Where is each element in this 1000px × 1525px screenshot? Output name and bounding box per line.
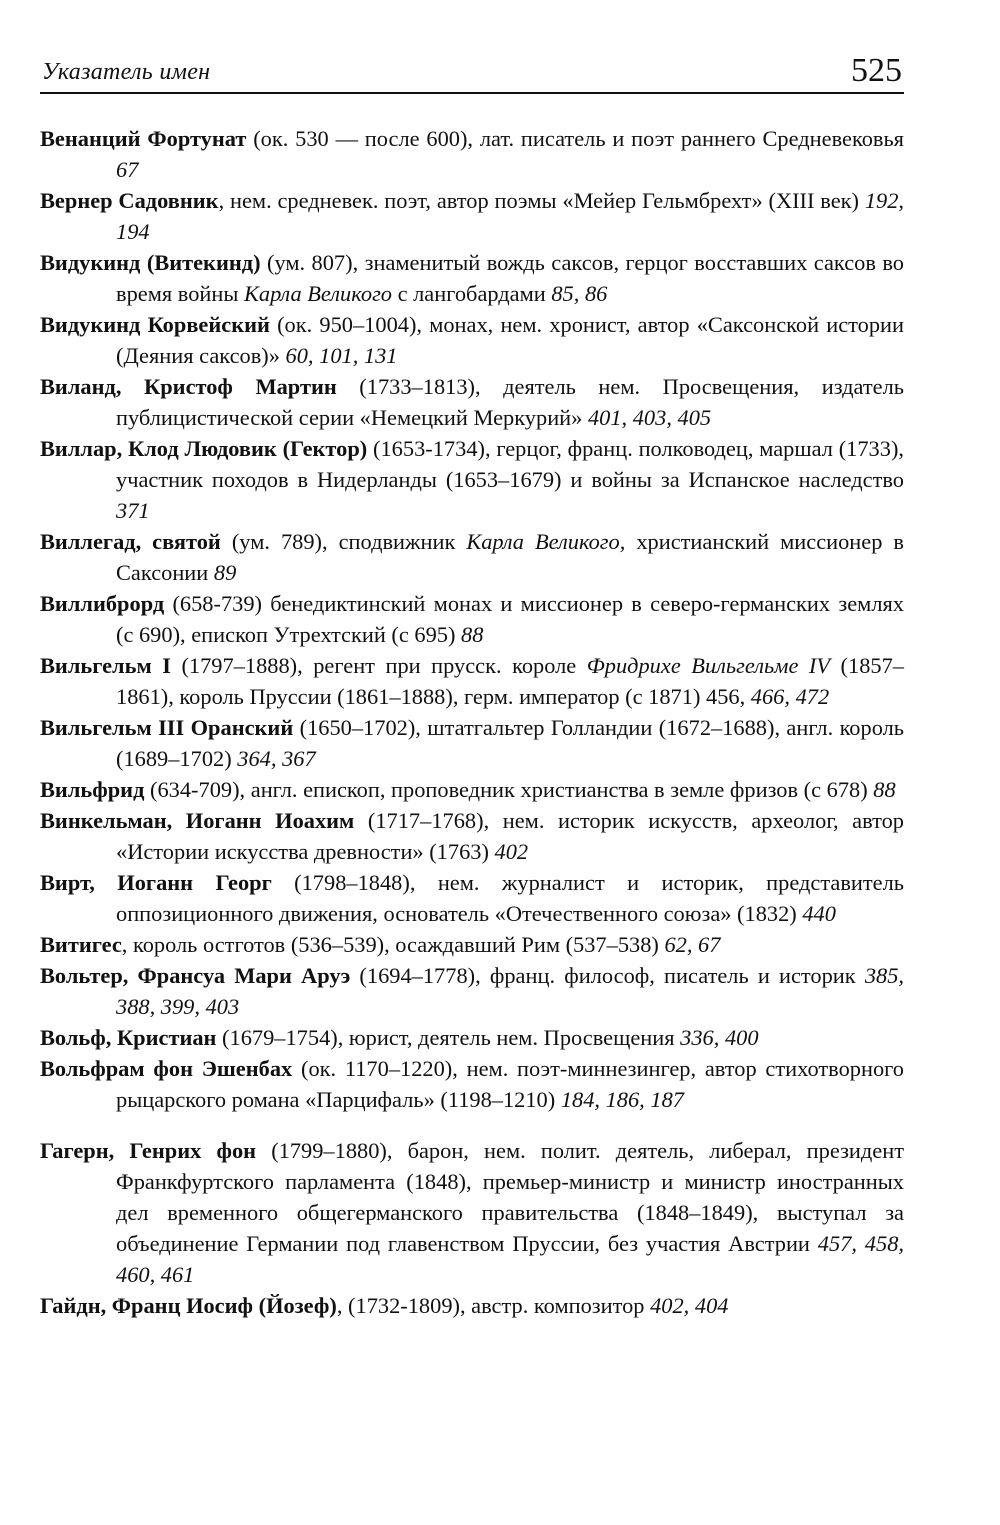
entry-name: Гагерн, Генрих фон: [40, 1138, 257, 1163]
entry-name: Гайдн, Франц Иосиф (Йозеф): [40, 1293, 337, 1318]
index-entry: [40, 1290, 904, 1321]
page-number: 525: [851, 52, 902, 89]
entry-pages: 89: [213, 560, 237, 585]
entry-text: , (1732-1809), австр. композитор: [336, 1293, 651, 1318]
entry-reference: Фридрихе Вильгельме IV: [586, 653, 831, 678]
entry-name: Видукинд (Витекинд): [40, 250, 261, 275]
running-head: [40, 40, 904, 94]
entry-text: (1694–1778), франц. философ, писатель и историк: [350, 963, 865, 988]
entry-name: Виллиброрд: [40, 591, 165, 616]
entry-pages: 88: [873, 777, 896, 802]
entry-text: (658-739) бенедиктинский монах и миссионер в северо-германских землях (с 690), епископ Утрехтский (с 695): [116, 591, 904, 647]
entry-text: христианский миссионер в Саксонии: [116, 529, 904, 585]
entry-text: (ок. 950–1004), монах, нем. хронист, автор «Саксонской истории (Деяния саксов)»: [116, 312, 904, 368]
index-entry: [40, 588, 904, 650]
index-entry: [40, 526, 904, 588]
index-entry: [40, 960, 904, 1022]
index-entry: [40, 247, 904, 309]
entry-text: (1733–1813), деятель нем. Просвещения, издатель публицистической серии «Немецкий Меркурий»: [116, 374, 904, 430]
entry-text: (ок. 1170–1220), нем. поэт-миннезингер, автор стихотворного рыцарского романа «Парцифаль» (1198–1210): [116, 1056, 904, 1112]
entry-name: Видукинд Корвейский: [40, 312, 270, 337]
index-entries: [40, 123, 904, 1321]
entry-text: (1799–1880), барон, нем. полит. деятель, либерал, президент Франкфуртского парламента (1848), премьер-министр и министр иностранных дел временного общегерманского правительства (1848–1849), выступал за объединение Германии под главенством Пруссии, без участия Австрии: [116, 1138, 904, 1256]
index-entry: [40, 1053, 904, 1115]
entry-name: Вольтер, Франсуа Мари Аруэ: [40, 963, 351, 988]
entry-pages: 67: [116, 157, 139, 182]
entry-text: (1857–1861), король Пруссии (1861–1888), герм. император (с 1871) 456,: [116, 653, 904, 709]
index-entry: [40, 433, 904, 526]
entry-pages: 457, 458, 460, 461: [116, 1231, 904, 1287]
entry-text: (1653-1734), герцог, франц. полководец, маршал (1733), участник походов в Нидерланды (1653–1679) и войны за Испанское наследство: [116, 436, 904, 492]
entry-name: Вольфрам фон Эшенбах: [40, 1056, 293, 1081]
entry-name: Вернер Садовник: [40, 188, 219, 213]
entry-text: (1679–1754), юрист, деятель нем. Просвещения: [216, 1025, 681, 1050]
entry-pages: 184, 186, 187: [560, 1087, 684, 1112]
index-entry: [40, 1135, 904, 1290]
section-title: Указатель имен: [42, 59, 211, 85]
index-entry: [40, 805, 904, 867]
entry-name: Вильфрид: [40, 777, 145, 802]
index-entry: [40, 867, 904, 929]
entry-text: , король остготов (536–539), осаждавший Рим (537–538): [121, 932, 665, 957]
index-entry: [40, 123, 904, 185]
index-entry: [40, 371, 904, 433]
index-entry: [40, 929, 904, 960]
entry-name: Вольф, Кристиан: [40, 1025, 217, 1050]
entry-text: (ум. 807), знаменитый вождь саксов, герцог восставших саксов во время войны: [116, 250, 905, 306]
index-entry: [40, 309, 904, 371]
entry-pages: 85, 86: [551, 281, 608, 306]
entry-text: (1717–1768), нем. историк искусств, археолог, автор «Истории искусства древности» (1763): [116, 808, 904, 864]
entry-pages: 62, 67: [664, 932, 721, 957]
entry-pages: 466, 472: [750, 684, 830, 709]
entry-text: (ок. 530 — после 600), лат. писатель и поэт раннего Средневековья: [246, 126, 904, 151]
entry-name: Виллар, Клод Людовик (Гектор): [40, 436, 368, 461]
entry-name: Вирт, Иоганн Георг: [40, 870, 272, 895]
entry-name: Винкельман, Иоганн Иоахим: [40, 808, 355, 833]
entry-pages: 401, 403, 405: [587, 405, 712, 430]
index-entry: [40, 650, 904, 712]
entry-name: Вильгельм III Оранский: [40, 715, 294, 740]
index-entry: [40, 774, 904, 805]
entry-name: Виллегад, святой: [40, 529, 221, 554]
index-entry: [40, 185, 904, 247]
entry-reference: Карла Великого,: [466, 529, 626, 554]
entry-pages: 371: [116, 498, 150, 523]
entry-text: (ум. 789), сподвижник: [220, 529, 467, 554]
index-entry: [40, 712, 904, 774]
entry-pages: 402, 404: [650, 1293, 729, 1318]
entry-text: (1650–1702), штатгальтер Голландии (1672–1688), англ. король (1689–1702): [116, 715, 904, 771]
entry-reference: Карла Великого: [244, 281, 392, 306]
entry-name: Венанций Фортунат: [40, 126, 247, 151]
entry-pages: 88: [461, 622, 484, 647]
entry-text: , нем. средневек. поэт, автор поэмы «Мейер Гельмбрехт» (XIII век): [218, 188, 865, 213]
index-entry: [40, 1022, 904, 1053]
entry-name: Вильгельм I: [40, 653, 171, 678]
entry-pages: 440: [802, 901, 836, 926]
entry-pages: 336, 400: [680, 1025, 759, 1050]
entry-name: Витигес: [40, 932, 122, 957]
entry-pages: 60, 101, 131: [285, 343, 398, 368]
entry-pages: 192, 194: [116, 188, 904, 244]
entry-text: (1797–1888), регент при прусск. короле: [170, 653, 587, 678]
entry-text: (1798–1848), нем. журналист и историк, представитель оппозиционного движения, основатель «Отечественного союза» (1832): [116, 870, 904, 926]
entry-pages: 385, 388, 399, 403: [116, 963, 904, 1019]
entry-name: Виланд, Кристоф Мартин: [40, 374, 337, 399]
entry-text: (634-709), англ. епископ, проповедник христианства в земле фризов (с 678): [144, 777, 874, 802]
entry-text: с лангобардами: [392, 281, 552, 306]
entry-pages: 402: [494, 839, 529, 864]
entry-pages: 364, 367: [237, 746, 316, 771]
